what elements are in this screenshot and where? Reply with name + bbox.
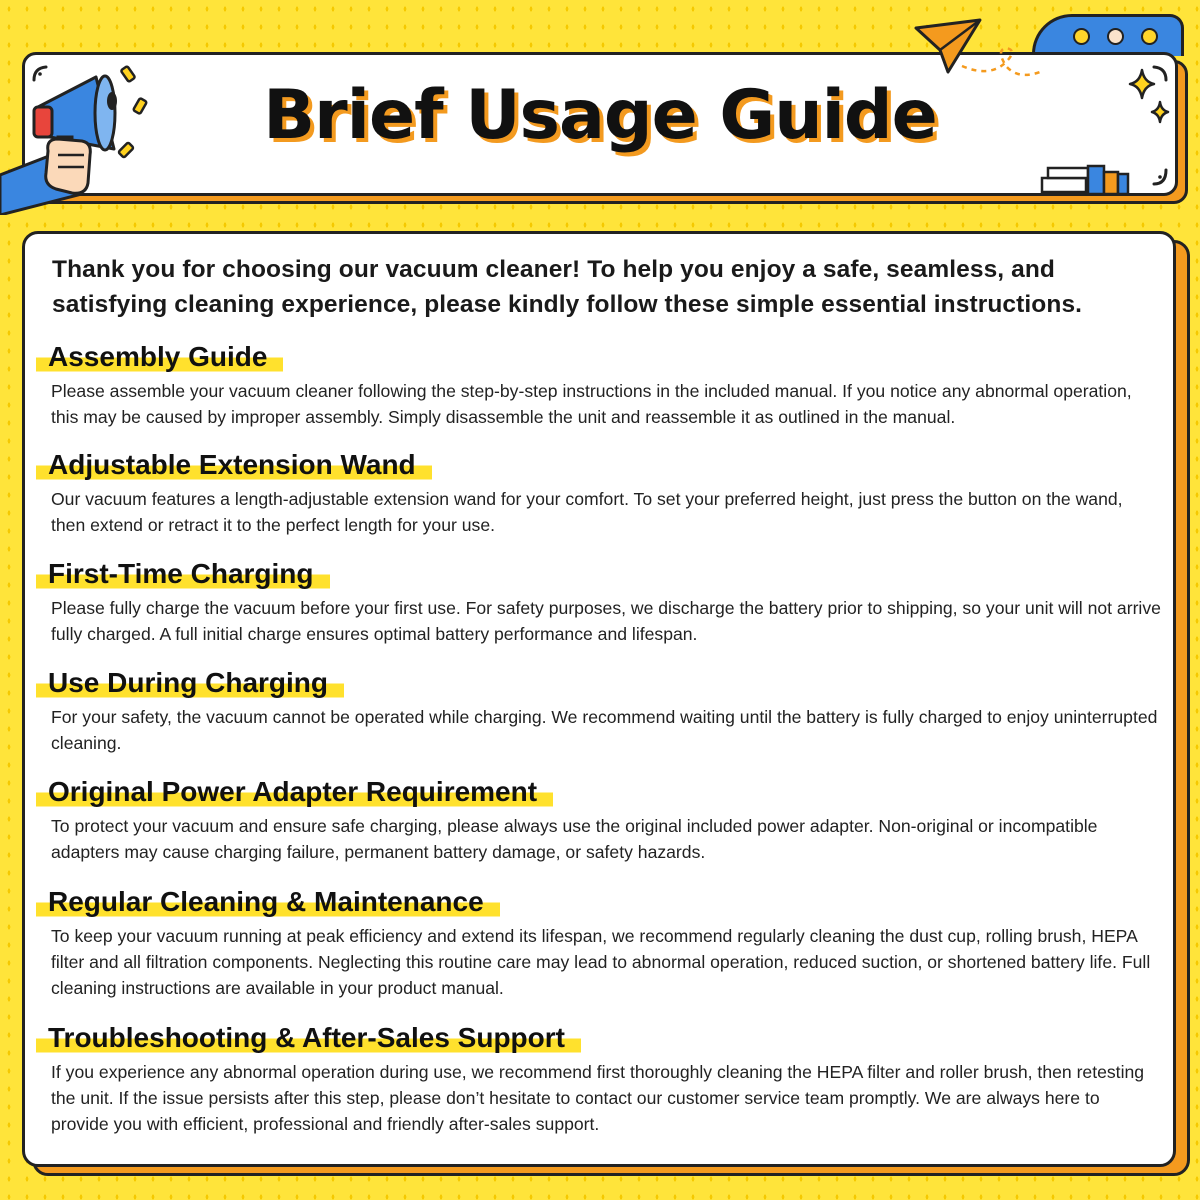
section-assembly-guide <box>36 340 1166 430</box>
page-title: Brief Usage Guide <box>263 76 937 155</box>
section-title: Adjustable Extension Wand <box>36 448 432 482</box>
sparkle-stars-icon <box>1128 64 1176 134</box>
section-body: For your safety, the vacuum cannot be operated while charging. We recommend waiting until the battery is fully charged to enjoy uninterrupted cleaning. <box>51 707 1158 753</box>
section-power-adapter <box>36 775 1166 865</box>
megaphone-hand-icon <box>0 55 170 215</box>
section-use-during-charging <box>36 666 1166 756</box>
browser-dots-icon <box>1032 14 1184 56</box>
section-title: Use During Charging <box>36 666 344 700</box>
section-body: Please fully charge the vacuum before your first use. For safety purposes, we discharge the battery prior to shipping, so your unit will not arrive fully charged. A full initial charge ensures optimal battery performance and lifespan. <box>51 598 1161 644</box>
section-cleaning-maintenance <box>36 885 1166 1001</box>
section-body: Please assemble your vacuum cleaner following the step-by-step instructions in the included manual. If you notice any abnormal operation, this may be caused by improper assembly. Simply disassemble the unit and reassemble it as outlined in the manual. <box>51 381 1132 427</box>
books-icon <box>1040 164 1132 196</box>
corner-bracket-icon <box>1148 166 1172 190</box>
section-title: Regular Cleaning & Maintenance <box>36 885 500 919</box>
section-title: Troubleshooting & After-Sales Support <box>36 1021 581 1055</box>
section-body: Our vacuum features a length-adjustable extension wand for your comfort. To set your preferred height, just press the button on the wand, then extend or retract it to the perfect length for your use. <box>51 489 1123 535</box>
section-body: To keep your vacuum running at peak efficiency and extend its lifespan, we recommend regularly cleaning the dust cup, rolling brush, HEPA filter and all filtration components. Neglecting this routine care may lead to abnormal operation, reduced suction, or shortened battery life. Full cleaning instructions are available in your product manual. <box>51 926 1151 998</box>
section-title: Original Power Adapter Requirement <box>36 775 553 809</box>
section-first-time-charging <box>36 557 1166 647</box>
section-body: To protect your vacuum and ensure safe charging, please always use the original included power adapter. Non-original or incompatible adapters may cause charging failure, permanent battery damage, or safety hazards. <box>51 816 1098 862</box>
section-troubleshooting-support <box>36 1021 1166 1137</box>
section-body: If you experience any abnormal operation during use, we recommend first thoroughly cleaning the HEPA filter and roller brush, then retesting the unit. If the issue persists after this step, please don’t hesitate to contact our customer service team promptly. We are always here to provide you with efficient, professional and friendly after-sales support. <box>51 1062 1145 1134</box>
paper-plane-icon <box>910 14 1050 94</box>
section-extension-wand <box>36 448 1166 538</box>
section-title: Assembly Guide <box>36 340 283 374</box>
intro-paragraph: Thank you for choosing our vacuum cleaner! To help you enjoy a safe, seamless, and satisfying cleaning experience, please kindly follow these simple essential instructions. <box>52 256 1083 318</box>
section-title: First-Time Charging <box>36 557 330 591</box>
